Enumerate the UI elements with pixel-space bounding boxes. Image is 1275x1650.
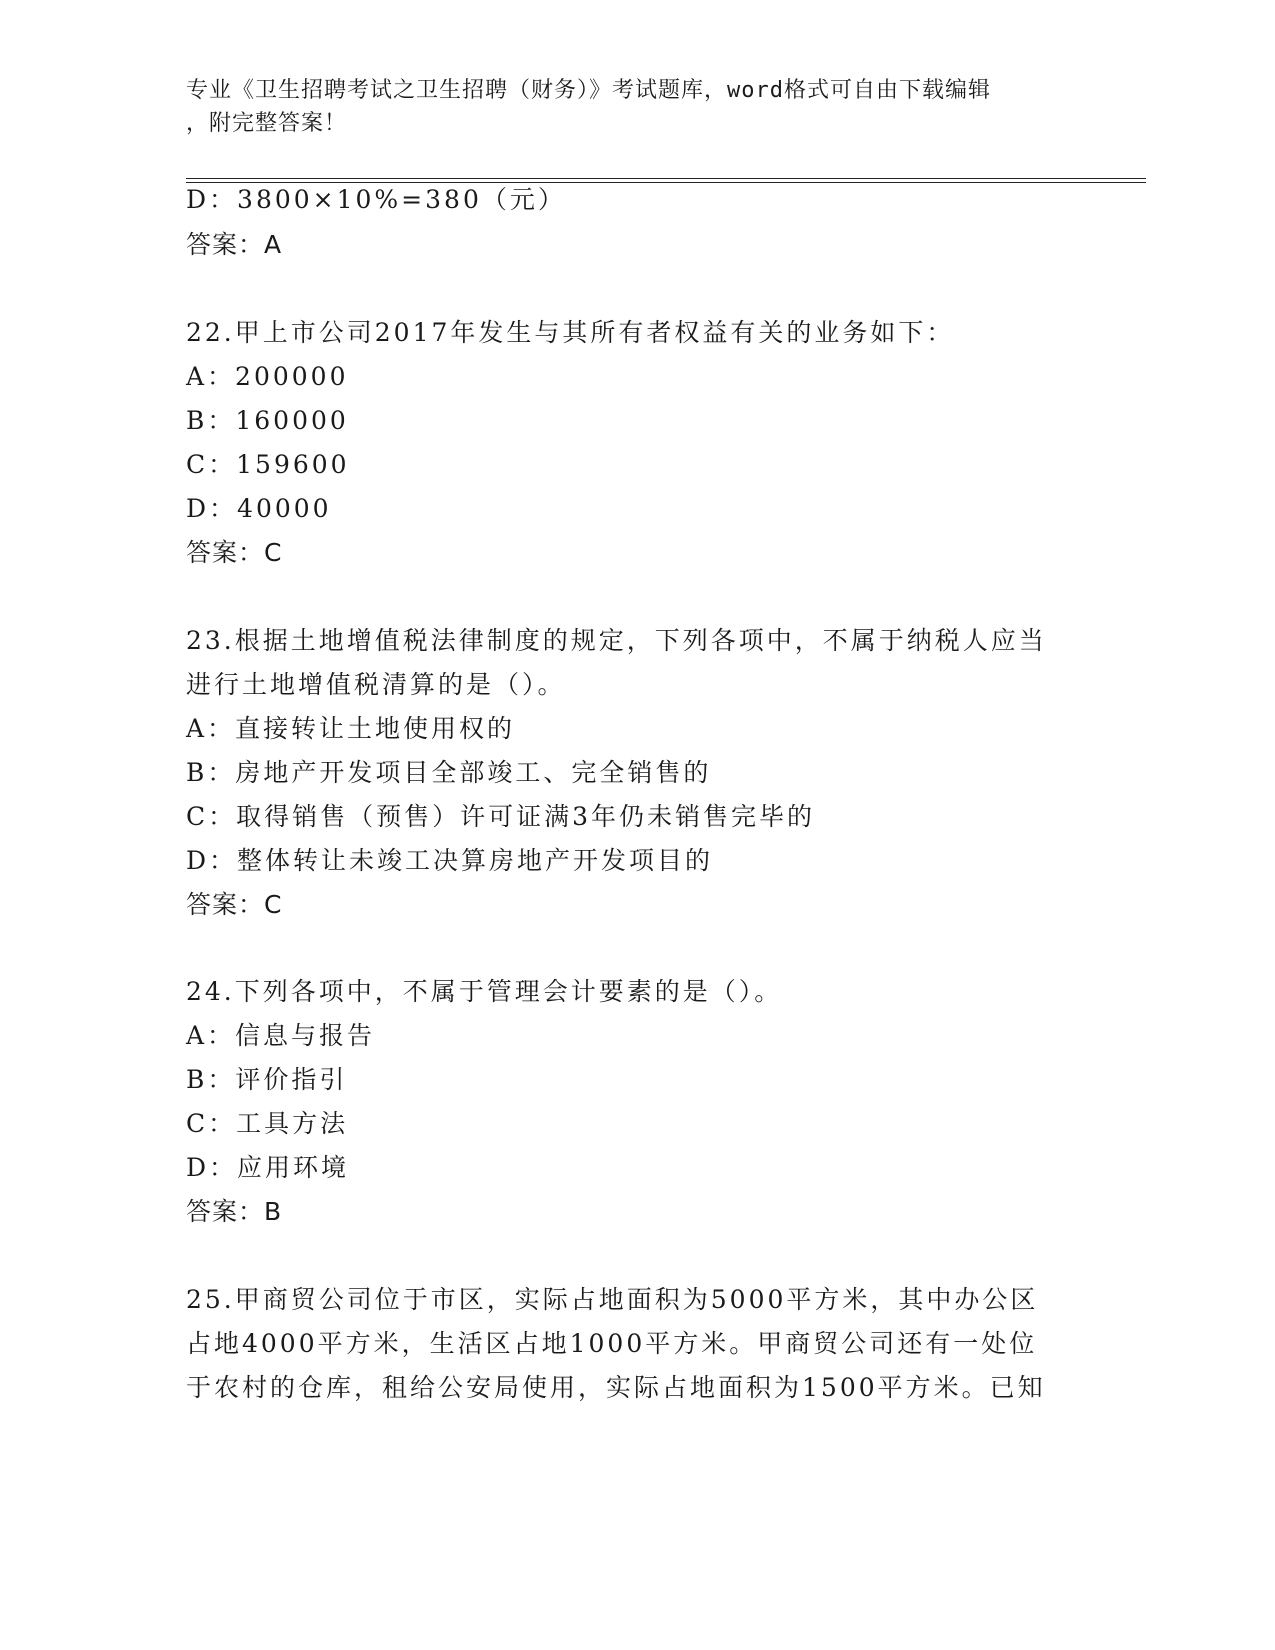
q25-question-line-3: 于农村的仓库，租给公安局使用，实际占地面积为1500平方米。已知 (186, 1373, 1046, 1402)
q23-option-d: D：整体转让未竣工决算房地产开发项目的 (186, 846, 714, 875)
q22-option-b: B：160000 (186, 406, 349, 435)
q24-option-d: D：应用环境 (186, 1153, 350, 1182)
q22-answer: 答案：C (186, 538, 283, 567)
q23-option-a: A：直接转让土地使用权的 (186, 714, 516, 743)
header-divider-top (186, 178, 1146, 179)
q25-question-line-2: 占地4000平方米，生活区占地1000平方米。甲商贸公司还有一处位 (186, 1329, 1038, 1358)
document-header (186, 74, 1066, 140)
q23-option-b: B：房地产开发项目全部竣工、完全销售的 (186, 758, 712, 787)
q21-option-d: D：3800×10%=380（元） (186, 185, 566, 214)
q23-answer: 答案：C (186, 890, 283, 919)
q24-option-c: C：工具方法 (186, 1109, 349, 1138)
header-line-1: 专业《卫生招聘考试之卫生招聘（财务）》考试题库，word格式可自由下载编辑 (186, 78, 991, 103)
q21-answer: 答案：A (186, 230, 283, 259)
q24-question: 24.下列各项中，不属于管理会计要素的是（）。 (186, 977, 783, 1006)
q24-option-a: A：信息与报告 (186, 1021, 376, 1050)
q23-option-c: C：取得销售（预售）许可证满3年仍未销售完毕的 (186, 802, 816, 831)
header-line-2: ，附完整答案！ (186, 111, 348, 136)
q22-option-d: D：40000 (186, 494, 332, 523)
q22-option-c: C：159600 (186, 450, 350, 479)
q23-question-line-1: 23.根据土地增值税法律制度的规定，下列各项中，不属于纳税人应当 (186, 626, 1047, 655)
q23-question-line-2: 进行土地增值税清算的是（）。 (186, 670, 566, 699)
q22-option-a: A：200000 (186, 362, 349, 391)
q24-option-b: B：评价指引 (186, 1065, 348, 1094)
q24-answer: 答案：B (186, 1197, 283, 1226)
q22-question: 22.甲上市公司2017年发生与其所有者权益有关的业务如下： (186, 318, 955, 347)
q25-question-line-1: 25.甲商贸公司位于市区，实际占地面积为5000平方米，其中办公区 (186, 1285, 1039, 1314)
